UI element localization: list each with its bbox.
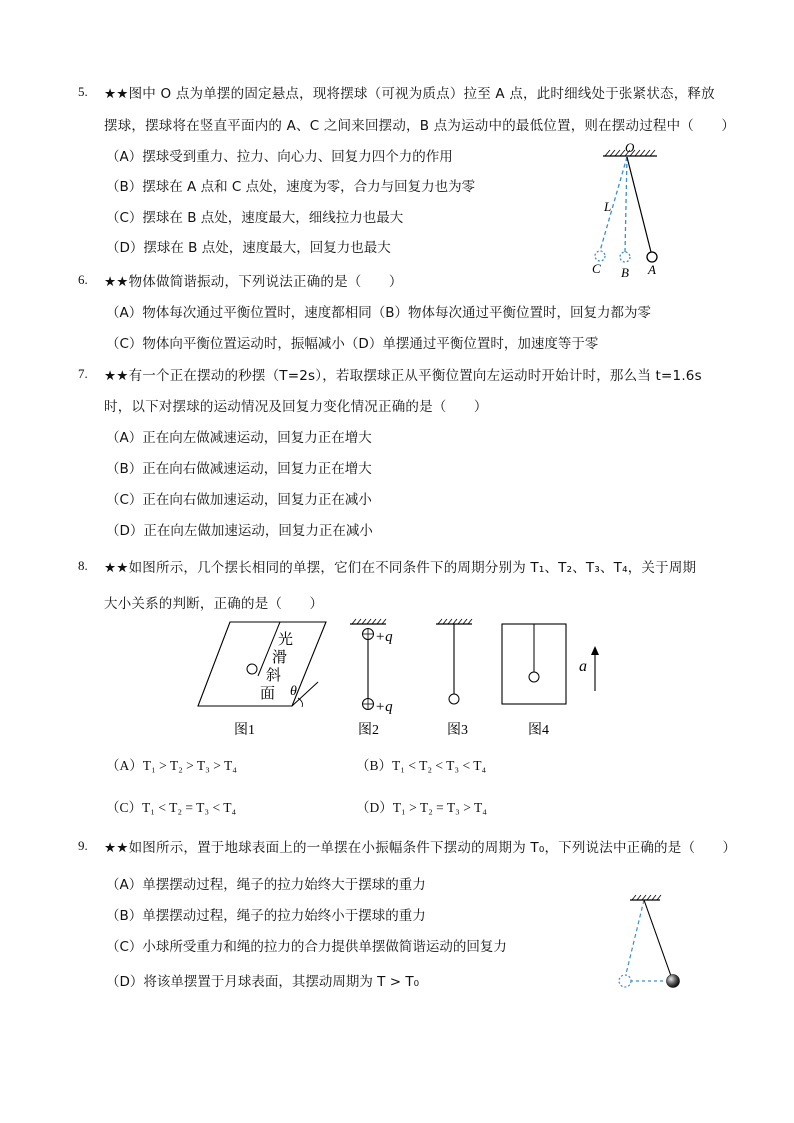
q8-figure-1-incline bbox=[192, 618, 332, 743]
q9-option-b[interactable]: （B）单摆摆动过程，绳子的拉力始终小于摆球的重力 bbox=[106, 908, 426, 924]
q5-number: 5. bbox=[78, 84, 88, 99]
string-9-left bbox=[626, 900, 644, 974]
q8-figure-4-elevator bbox=[498, 616, 608, 743]
caption-4: 图4 bbox=[528, 723, 549, 738]
q7-stem-line2: 时，以下对摆球的运动情况及回复力变化情况正确的是（ ） bbox=[104, 399, 488, 415]
caption-2: 图2 bbox=[358, 723, 379, 738]
q8-stem-line2: 大小关系的判断，正确的是（ ） bbox=[104, 596, 324, 612]
q7-number: 7. bbox=[78, 366, 88, 381]
bob-c bbox=[595, 251, 605, 261]
q8-option-a[interactable]: （A）T₁ > T₂ > T₃ > T₄ bbox=[106, 758, 237, 773]
q8-stem-line1: ★★如图所示，几个摆长相同的单摆，它们在不同条件下的周期分别为 T₁、T₂、T₃、T₄，关于周期 bbox=[104, 560, 697, 576]
bob-a bbox=[647, 252, 657, 262]
q8-figure-3-pendulum bbox=[430, 616, 490, 743]
label-a: A bbox=[648, 262, 656, 277]
q6-option-ab[interactable]: （A）物体每次通过平衡位置时，速度都相同（B）物体每次通过平衡位置时，回复力都为零 bbox=[106, 305, 651, 321]
q5-stem-line2: 摆球，摆球将在竖直平面内的 A、C 之间来回摆动，B 点为运动中的最低位置，则在摆动过程中（ ） bbox=[104, 118, 736, 134]
q6-option-cd[interactable]: （C）物体向平衡位置运动时，振幅减小（D）单摆通过平衡位置时，加速度等于零 bbox=[106, 336, 599, 352]
label-l: L bbox=[604, 199, 612, 214]
label-b: B bbox=[621, 265, 629, 280]
bob-9-right bbox=[667, 975, 680, 988]
accel-arrow-head bbox=[591, 646, 599, 655]
q7-option-d[interactable]: （D）正在向左做加速运动，回复力正在减小 bbox=[106, 523, 373, 539]
bottom-charge-label: +q bbox=[375, 699, 393, 715]
incline-text-4: 面 bbox=[260, 686, 276, 702]
string-9-right bbox=[644, 900, 671, 976]
string-b bbox=[625, 157, 627, 252]
q8-number: 8. bbox=[78, 558, 88, 573]
q5-option-d[interactable]: （D）摆球在 B 点处，速度最大，回复力也最大 bbox=[106, 240, 391, 256]
caption-1: 图1 bbox=[234, 723, 255, 738]
caption-3: 图3 bbox=[447, 723, 468, 738]
q8-option-c[interactable]: （C）T₁ < T₂ = T₃ < T₄ bbox=[106, 800, 237, 815]
q8-figure-2-charges bbox=[344, 616, 414, 743]
q9-pendulum-figure bbox=[610, 888, 690, 993]
q5-stem-line1: ★★图中 O 点为单摆的固定悬点，现将摆球（可视为质点）拉至 A 点，此时细线处于张紧状态，释放 bbox=[104, 86, 715, 102]
q9-stem-line1: ★★如图所示，置于地球表面上的一单摆在小振幅条件下摆动的周期为 T₀，下列说法中正确的是（ ） bbox=[104, 840, 737, 856]
bob-9-left bbox=[619, 975, 631, 987]
q7-option-b[interactable]: （B）正在向右做减速运动，回复力正在增大 bbox=[106, 461, 372, 477]
theta-label: θ bbox=[290, 684, 297, 699]
label-c: C bbox=[592, 261, 601, 276]
incline-text-2: 滑 bbox=[272, 650, 288, 666]
string-a bbox=[627, 157, 651, 252]
q9-number: 9. bbox=[78, 838, 88, 853]
q7-option-a[interactable]: （A）正在向左做减速运动，回复力正在增大 bbox=[106, 430, 372, 446]
q6-stem-line1: ★★物体做简谐振动，下列说法正确的是（ ） bbox=[104, 274, 403, 290]
bob-3 bbox=[449, 694, 459, 704]
q5-option-c[interactable]: （C）摆球在 B 点处，速度最大，细线拉力也最大 bbox=[106, 210, 404, 226]
label-o: O bbox=[625, 140, 635, 155]
q7-option-c[interactable]: （C）正在向右做加速运动，回复力正在减小 bbox=[106, 492, 372, 508]
q9-option-d[interactable]: （D）将该单摆置于月球表面，其摆动周期为 T > T₀ bbox=[106, 974, 419, 990]
accel-label: a bbox=[579, 658, 587, 675]
q5-option-a[interactable]: （A）摆球受到重力、拉力、向心力、回复力四个力的作用 bbox=[106, 149, 453, 165]
incline-bob bbox=[247, 664, 257, 674]
incline-text-3: 斜 bbox=[266, 668, 282, 684]
q5-option-b[interactable]: （B）摆球在 A 点和 C 点处，速度为零，合力与回复力也为零 bbox=[106, 179, 476, 195]
q8-option-b[interactable]: （B）T₁ < T₂ < T₃ < T₄ bbox=[356, 758, 487, 773]
bob-b bbox=[620, 252, 630, 262]
q7-stem-line1: ★★有一个正在摆动的秒摆（T=2s），若取摆球正从平衡位置向左运动时开始计时，那么当 t=1.6s bbox=[104, 368, 702, 384]
bob-4 bbox=[529, 672, 539, 682]
q8-option-d[interactable]: （D）T₁ > T₂ = T₃ > T₄ bbox=[356, 800, 487, 815]
q9-option-c[interactable]: （C）小球所受重力和绳的拉力的合力提供单摆做简谐运动的回复力 bbox=[106, 939, 507, 955]
incline-text-1: 光 bbox=[278, 632, 294, 648]
q5-pendulum-figure bbox=[585, 138, 695, 280]
top-charge-label: +q bbox=[375, 629, 393, 645]
q6-number: 6. bbox=[78, 272, 88, 287]
q9-option-a[interactable]: （A）单摆摆动过程，绳子的拉力始终大于摆球的重力 bbox=[106, 877, 426, 893]
